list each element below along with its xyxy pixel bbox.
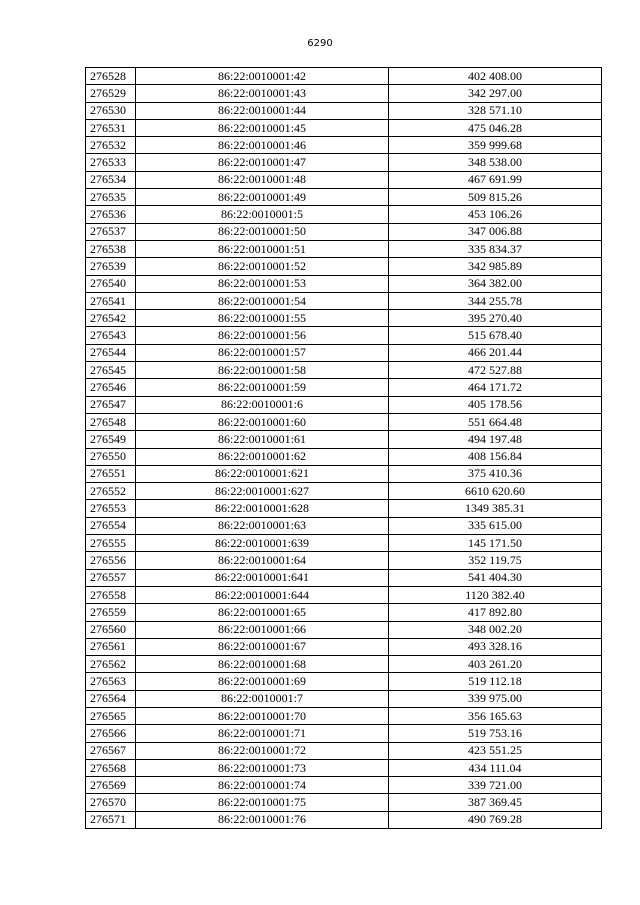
cadastral-value-cell: 339 721.00 — [389, 777, 602, 794]
cadastral-number-cell: 86:22:0010001:66 — [136, 621, 389, 638]
cadastral-number-cell: 86:22:0010001:63 — [136, 517, 389, 534]
table-row — [86, 673, 602, 690]
row-number-cell: 276564 — [86, 690, 136, 707]
cadastral-number-cell: 86:22:0010001:6 — [136, 396, 389, 413]
table-row — [86, 189, 602, 206]
cadastral-value-cell: 467 691.99 — [389, 171, 602, 188]
cadastral-value-cell: 423 551.25 — [389, 742, 602, 759]
page-number: 6290 — [307, 38, 333, 49]
table-row — [86, 535, 602, 552]
table-row — [86, 327, 602, 344]
cadastral-value-cell: 395 270.40 — [389, 310, 602, 327]
cadastral-number-cell: 86:22:0010001:46 — [136, 137, 389, 154]
table-row — [86, 707, 602, 724]
row-number-cell: 276554 — [86, 517, 136, 534]
cadastral-value-cell: 348 002.20 — [389, 621, 602, 638]
cadastral-number-cell: 86:22:0010001:43 — [136, 85, 389, 102]
cadastral-number-cell: 86:22:0010001:56 — [136, 327, 389, 344]
row-number-cell: 276570 — [86, 794, 136, 811]
cadastral-number-cell: 86:22:0010001:627 — [136, 483, 389, 500]
row-number-cell: 276529 — [86, 85, 136, 102]
table-row — [86, 68, 602, 85]
row-number-cell: 276562 — [86, 656, 136, 673]
row-number-cell: 276565 — [86, 707, 136, 724]
cadastral-number-cell: 86:22:0010001:73 — [136, 759, 389, 776]
cadastral-number-cell: 86:22:0010001:42 — [136, 68, 389, 85]
cadastral-number-cell: 86:22:0010001:69 — [136, 673, 389, 690]
cadastral-value-cell: 335 615.00 — [389, 517, 602, 534]
cadastral-number-cell: 86:22:0010001:51 — [136, 240, 389, 257]
cadastral-value-cell: 475 046.28 — [389, 119, 602, 136]
table-row — [86, 292, 602, 309]
table-row — [86, 690, 602, 707]
table-row — [86, 552, 602, 569]
cadastral-value-cell: 493 328.16 — [389, 638, 602, 655]
table-row — [86, 154, 602, 171]
table-row — [86, 431, 602, 448]
cadastral-number-cell: 86:22:0010001:60 — [136, 413, 389, 430]
table-row — [86, 362, 602, 379]
row-number-cell: 276543 — [86, 327, 136, 344]
table-row — [86, 517, 602, 534]
cadastral-number-cell: 86:22:0010001:7 — [136, 690, 389, 707]
cadastral-value-cell: 342 297.00 — [389, 85, 602, 102]
table-row — [86, 413, 602, 430]
cadastral-value-cell: 352 119.75 — [389, 552, 602, 569]
cadastral-value-cell: 417 892.80 — [389, 604, 602, 621]
cadastral-value-cell: 145 171.50 — [389, 535, 602, 552]
row-number-cell: 276550 — [86, 448, 136, 465]
table-row — [86, 240, 602, 257]
cadastral-value-cell: 434 111.04 — [389, 759, 602, 776]
cadastral-number-cell: 86:22:0010001:62 — [136, 448, 389, 465]
table-row — [86, 586, 602, 603]
row-number-cell: 276560 — [86, 621, 136, 638]
cadastral-number-cell: 86:22:0010001:58 — [136, 362, 389, 379]
table-row — [86, 742, 602, 759]
row-number-cell: 276557 — [86, 569, 136, 586]
cadastral-value-cell: 1120 382.40 — [389, 586, 602, 603]
table-row — [86, 759, 602, 776]
table-row — [86, 483, 602, 500]
cadastral-number-cell: 86:22:0010001:72 — [136, 742, 389, 759]
table-row — [86, 638, 602, 655]
table-row — [86, 137, 602, 154]
cadastral-number-cell: 86:22:0010001:52 — [136, 258, 389, 275]
cadastral-number-cell: 86:22:0010001:74 — [136, 777, 389, 794]
cadastral-number-cell: 86:22:0010001:621 — [136, 465, 389, 482]
row-number-cell: 276538 — [86, 240, 136, 257]
row-number-cell: 276552 — [86, 483, 136, 500]
table-row — [86, 310, 602, 327]
cadastral-value-cell: 408 156.84 — [389, 448, 602, 465]
row-number-cell: 276530 — [86, 102, 136, 119]
row-number-cell: 276528 — [86, 68, 136, 85]
row-number-cell: 276556 — [86, 552, 136, 569]
row-number-cell: 276542 — [86, 310, 136, 327]
row-number-cell: 276536 — [86, 206, 136, 223]
cadastral-value-cell: 375 410.36 — [389, 465, 602, 482]
cadastral-number-cell: 86:22:0010001:47 — [136, 154, 389, 171]
table-row — [86, 604, 602, 621]
cadastral-value-cell: 519 112.18 — [389, 673, 602, 690]
cadastral-value-cell: 466 201.44 — [389, 344, 602, 361]
table-row — [86, 811, 602, 828]
row-number-cell: 276541 — [86, 292, 136, 309]
row-number-cell: 276540 — [86, 275, 136, 292]
table-row — [86, 171, 602, 188]
cadastral-number-cell: 86:22:0010001:44 — [136, 102, 389, 119]
row-number-cell: 276531 — [86, 119, 136, 136]
row-number-cell: 276548 — [86, 413, 136, 430]
table-row — [86, 344, 602, 361]
cadastral-number-cell: 86:22:0010001:639 — [136, 535, 389, 552]
table-row — [86, 621, 602, 638]
table-row — [86, 448, 602, 465]
row-number-cell: 276566 — [86, 725, 136, 742]
cadastral-value-cell: 472 527.88 — [389, 362, 602, 379]
cadastral-number-cell: 86:22:0010001:5 — [136, 206, 389, 223]
row-number-cell: 276535 — [86, 189, 136, 206]
table-row — [86, 777, 602, 794]
cadastral-number-cell: 86:22:0010001:76 — [136, 811, 389, 828]
registry-table — [85, 67, 602, 829]
cadastral-value-cell: 344 255.78 — [389, 292, 602, 309]
cadastral-number-cell: 86:22:0010001:644 — [136, 586, 389, 603]
cadastral-value-cell: 356 165.63 — [389, 707, 602, 724]
cadastral-value-cell: 359 999.68 — [389, 137, 602, 154]
row-number-cell: 276553 — [86, 500, 136, 517]
table-row — [86, 794, 602, 811]
row-number-cell: 276547 — [86, 396, 136, 413]
table-row — [86, 223, 602, 240]
row-number-cell: 276567 — [86, 742, 136, 759]
table-row — [86, 275, 602, 292]
table-row — [86, 206, 602, 223]
cadastral-value-cell: 453 106.26 — [389, 206, 602, 223]
cadastral-number-cell: 86:22:0010001:71 — [136, 725, 389, 742]
row-number-cell: 276533 — [86, 154, 136, 171]
cadastral-number-cell: 86:22:0010001:48 — [136, 171, 389, 188]
cadastral-value-cell: 339 975.00 — [389, 690, 602, 707]
table-row — [86, 569, 602, 586]
cadastral-value-cell: 464 171.72 — [389, 379, 602, 396]
cadastral-number-cell: 86:22:0010001:64 — [136, 552, 389, 569]
row-number-cell: 276532 — [86, 137, 136, 154]
table-row — [86, 85, 602, 102]
cadastral-value-cell: 509 815.26 — [389, 189, 602, 206]
cadastral-value-cell: 342 985.89 — [389, 258, 602, 275]
table-row — [86, 656, 602, 673]
row-number-cell: 276558 — [86, 586, 136, 603]
cadastral-value-cell: 405 178.56 — [389, 396, 602, 413]
row-number-cell: 276563 — [86, 673, 136, 690]
table-row — [86, 102, 602, 119]
cadastral-value-cell: 6610 620.60 — [389, 483, 602, 500]
cadastral-number-cell: 86:22:0010001:65 — [136, 604, 389, 621]
cadastral-value-cell: 541 404.30 — [389, 569, 602, 586]
cadastral-value-cell: 515 678.40 — [389, 327, 602, 344]
row-number-cell: 276534 — [86, 171, 136, 188]
cadastral-value-cell: 490 769.28 — [389, 811, 602, 828]
table-row — [86, 725, 602, 742]
cadastral-value-cell: 402 408.00 — [389, 68, 602, 85]
cadastral-value-cell: 387 369.45 — [389, 794, 602, 811]
cadastral-value-cell: 347 006.88 — [389, 223, 602, 240]
cadastral-value-cell: 364 382.00 — [389, 275, 602, 292]
row-number-cell: 276537 — [86, 223, 136, 240]
table-row — [86, 119, 602, 136]
cadastral-value-cell: 328 571.10 — [389, 102, 602, 119]
cadastral-number-cell: 86:22:0010001:59 — [136, 379, 389, 396]
row-number-cell: 276545 — [86, 362, 136, 379]
row-number-cell: 276551 — [86, 465, 136, 482]
table-row — [86, 258, 602, 275]
row-number-cell: 276561 — [86, 638, 136, 655]
cadastral-number-cell: 86:22:0010001:55 — [136, 310, 389, 327]
table-row — [86, 500, 602, 517]
cadastral-number-cell: 86:22:0010001:54 — [136, 292, 389, 309]
cadastral-number-cell: 86:22:0010001:53 — [136, 275, 389, 292]
row-number-cell: 276568 — [86, 759, 136, 776]
row-number-cell: 276571 — [86, 811, 136, 828]
cadastral-value-cell: 335 834.37 — [389, 240, 602, 257]
row-number-cell: 276555 — [86, 535, 136, 552]
row-number-cell: 276559 — [86, 604, 136, 621]
registry-table-body — [86, 68, 602, 829]
cadastral-number-cell: 86:22:0010001:75 — [136, 794, 389, 811]
row-number-cell: 276544 — [86, 344, 136, 361]
cadastral-value-cell: 551 664.48 — [389, 413, 602, 430]
cadastral-number-cell: 86:22:0010001:70 — [136, 707, 389, 724]
cadastral-value-cell: 1349 385.31 — [389, 500, 602, 517]
cadastral-number-cell: 86:22:0010001:50 — [136, 223, 389, 240]
cadastral-number-cell: 86:22:0010001:67 — [136, 638, 389, 655]
cadastral-value-cell: 519 753.16 — [389, 725, 602, 742]
row-number-cell: 276539 — [86, 258, 136, 275]
cadastral-number-cell: 86:22:0010001:641 — [136, 569, 389, 586]
cadastral-number-cell: 86:22:0010001:57 — [136, 344, 389, 361]
row-number-cell: 276569 — [86, 777, 136, 794]
cadastral-value-cell: 348 538.00 — [389, 154, 602, 171]
row-number-cell: 276546 — [86, 379, 136, 396]
cadastral-number-cell: 86:22:0010001:49 — [136, 189, 389, 206]
cadastral-number-cell: 86:22:0010001:628 — [136, 500, 389, 517]
cadastral-number-cell: 86:22:0010001:61 — [136, 431, 389, 448]
cadastral-value-cell: 403 261.20 — [389, 656, 602, 673]
table-row — [86, 379, 602, 396]
cadastral-number-cell: 86:22:0010001:68 — [136, 656, 389, 673]
cadastral-number-cell: 86:22:0010001:45 — [136, 119, 389, 136]
table-row — [86, 396, 602, 413]
cadastral-value-cell: 494 197.48 — [389, 431, 602, 448]
table-row — [86, 465, 602, 482]
row-number-cell: 276549 — [86, 431, 136, 448]
